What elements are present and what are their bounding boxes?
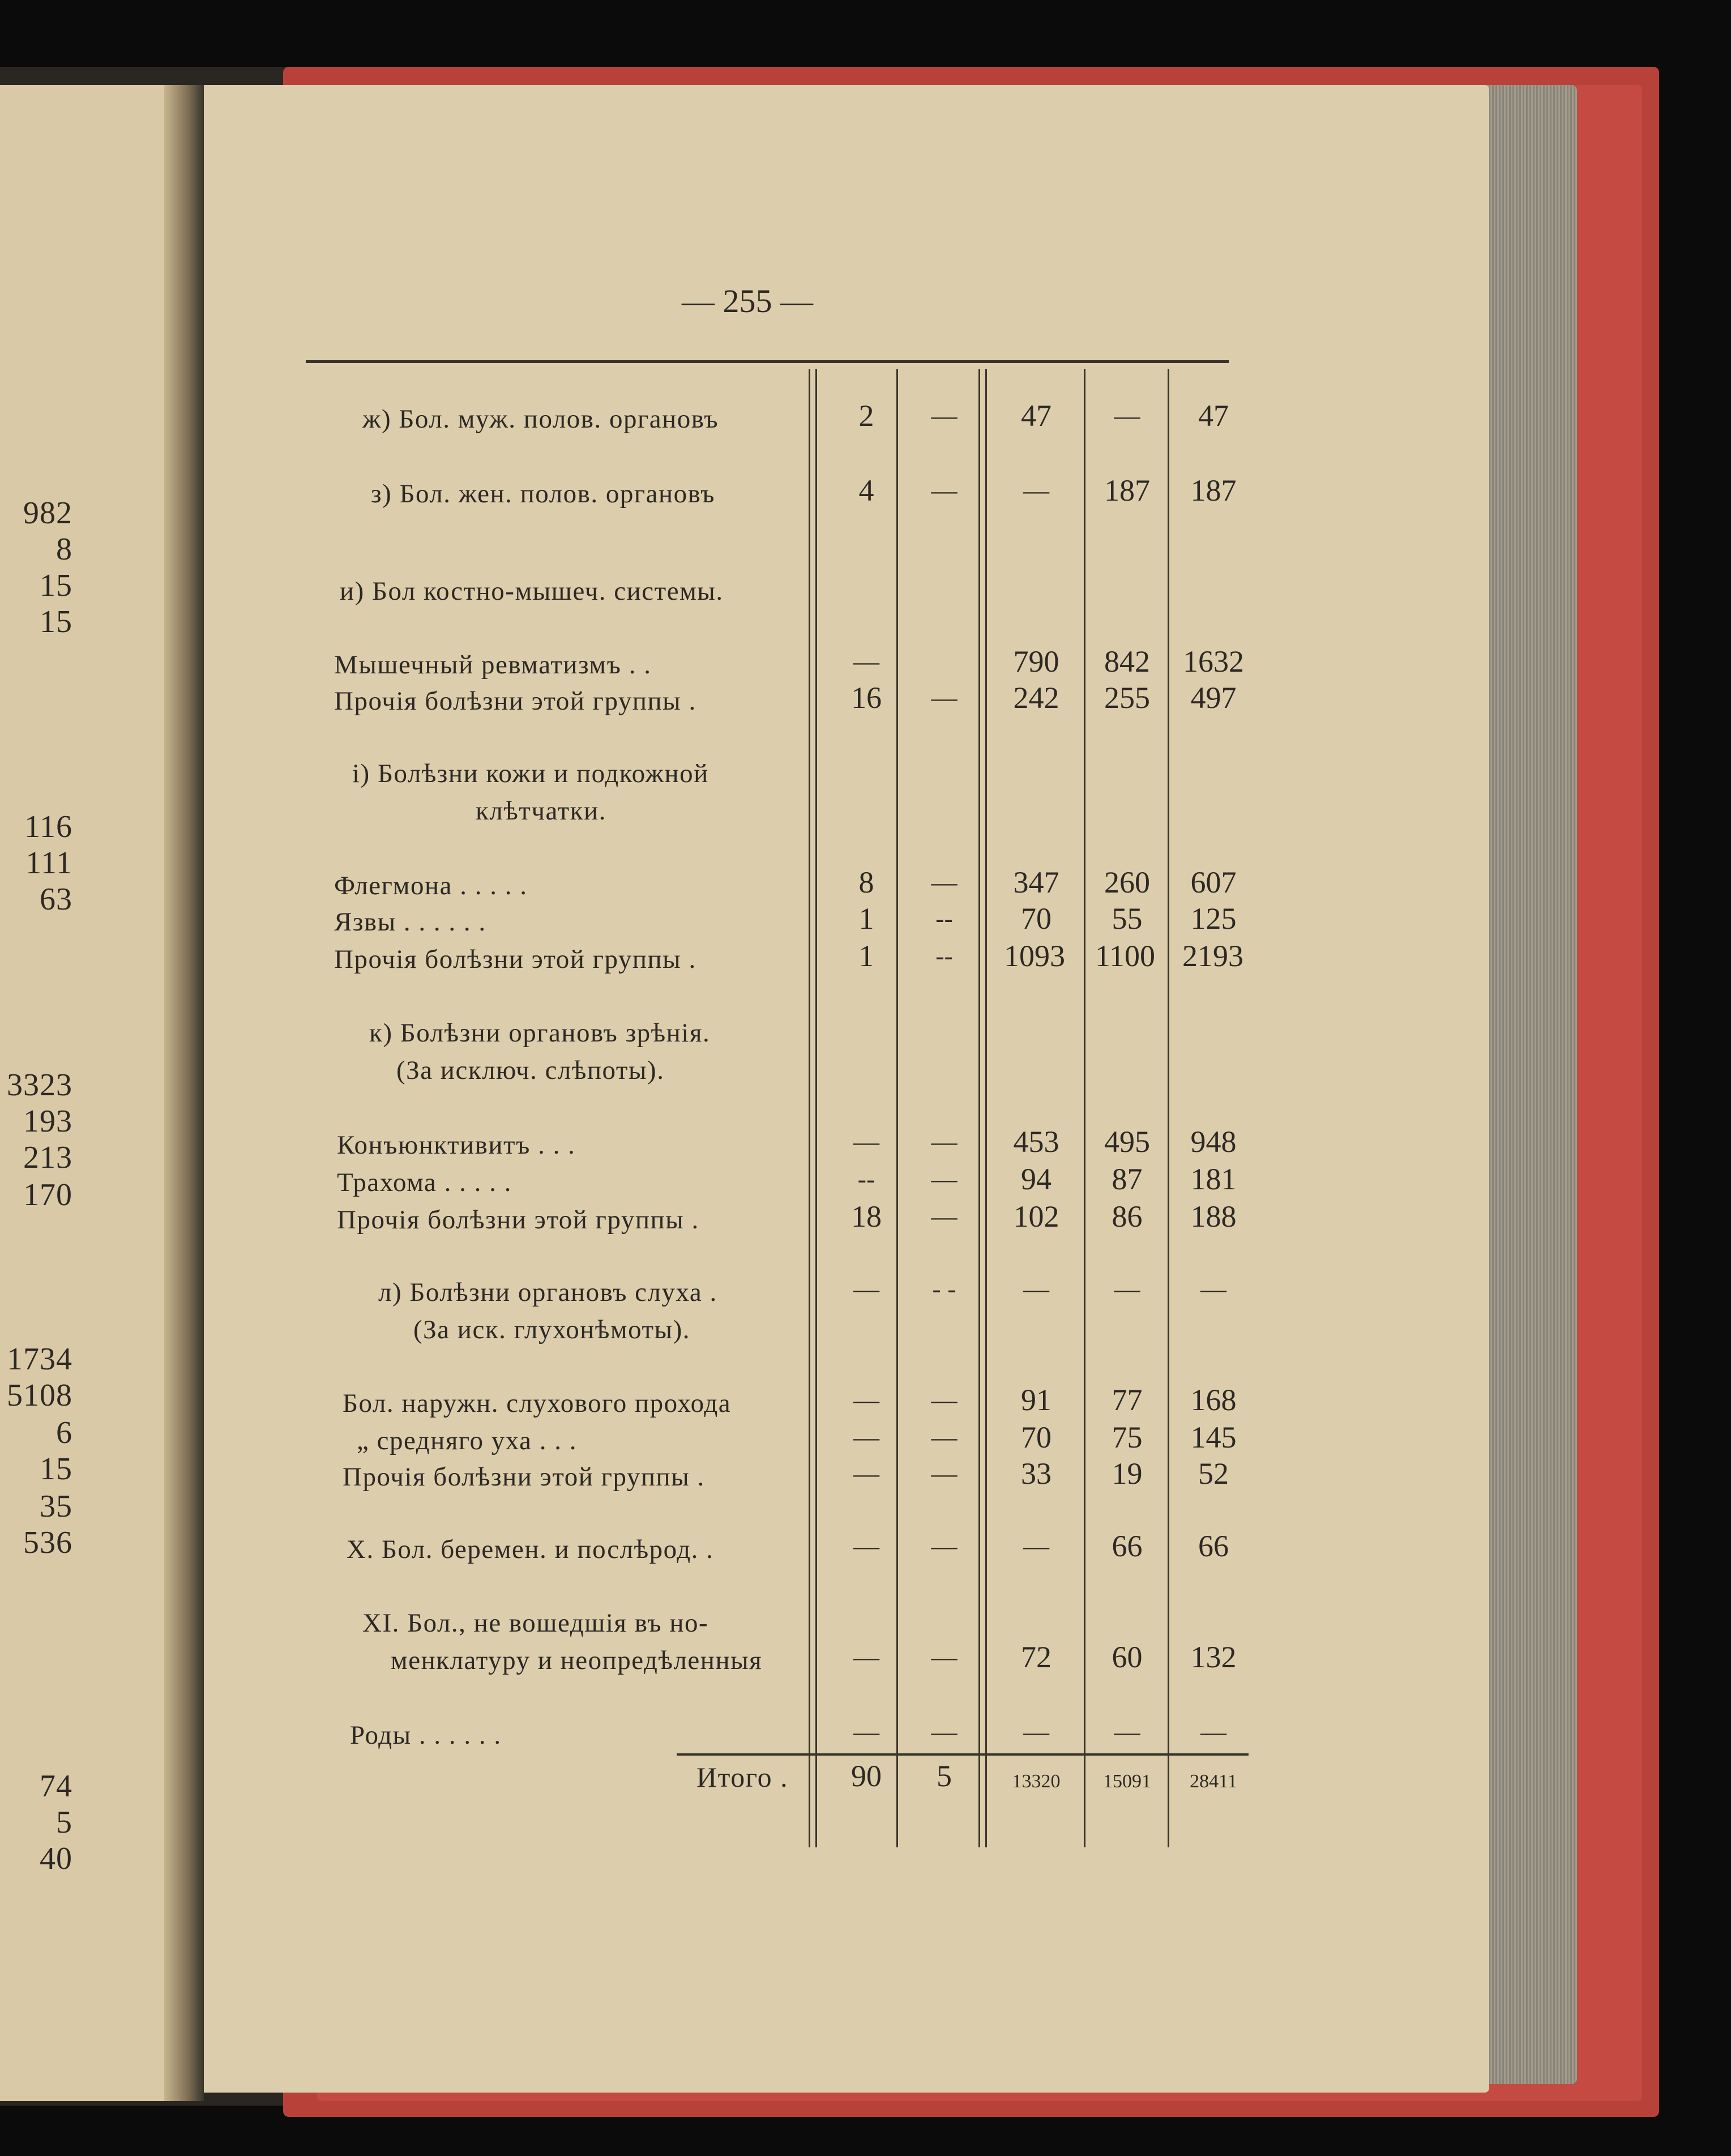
row-value: 145 bbox=[1190, 1420, 1237, 1454]
row-value: — bbox=[931, 401, 958, 430]
row-value: 255 bbox=[1104, 681, 1150, 715]
total-value: 28411 bbox=[1190, 1771, 1237, 1792]
left-page-number: 8 bbox=[56, 532, 72, 567]
row-value: — bbox=[853, 1127, 879, 1156]
row-label: Роды . . . . . . bbox=[350, 1720, 502, 1750]
column-rule bbox=[978, 369, 980, 1847]
row-value: — bbox=[853, 1274, 879, 1303]
row-label: X. Бол. беремен. и послѣрод. . bbox=[347, 1535, 714, 1564]
row-value: 94 bbox=[1021, 1162, 1052, 1196]
row-value: — bbox=[931, 1385, 958, 1414]
left-page-number: 536 bbox=[23, 1525, 72, 1560]
total-value: 5 bbox=[937, 1759, 952, 1793]
column-rule bbox=[896, 369, 898, 1847]
row-value: — bbox=[931, 1423, 958, 1451]
row-value: 453 bbox=[1013, 1125, 1059, 1159]
left-page-number: 111 bbox=[25, 846, 72, 881]
row-value: 86 bbox=[1112, 1199, 1143, 1233]
left-page-number: 6 bbox=[56, 1415, 72, 1450]
left-page-number: 15 bbox=[40, 604, 72, 639]
table-top-rule bbox=[306, 360, 1229, 363]
column-rule bbox=[1084, 369, 1085, 1847]
row-value: 1100 bbox=[1095, 939, 1155, 973]
row-value: -- bbox=[935, 941, 953, 970]
row-value: — bbox=[931, 1717, 958, 1746]
row-label: Трахома . . . . . bbox=[337, 1168, 512, 1197]
row-value: — bbox=[931, 868, 958, 896]
section-heading: клѣтчатки. bbox=[476, 796, 606, 826]
row-value: — bbox=[1114, 1274, 1140, 1303]
row-value: — bbox=[1200, 1717, 1226, 1746]
row-value: 948 bbox=[1190, 1125, 1237, 1159]
row-value: 1 bbox=[858, 902, 874, 936]
row-value: 497 bbox=[1190, 681, 1237, 715]
row-value: — bbox=[853, 1531, 879, 1560]
left-page-number: 35 bbox=[40, 1489, 72, 1524]
left-page-number: 170 bbox=[23, 1177, 72, 1213]
column-rule bbox=[1168, 369, 1169, 1847]
row-value: — bbox=[931, 1531, 958, 1560]
row-label: з) Бол. жен. полов. органовъ bbox=[371, 479, 715, 509]
row-value: 8 bbox=[858, 865, 874, 899]
section-heading: и) Бол костно-мышеч. системы. bbox=[340, 577, 724, 606]
column-rule bbox=[985, 369, 987, 1847]
row-label: Язвы . . . . . . bbox=[334, 907, 486, 937]
row-value: 607 bbox=[1190, 865, 1237, 899]
left-page-number: 63 bbox=[40, 882, 72, 917]
row-value: 47 bbox=[1198, 399, 1229, 433]
row-value: — bbox=[931, 1642, 958, 1671]
row-label: Прочiя болѣзни этой группы . bbox=[334, 686, 696, 716]
row-label: ж) Бол. муж. полов. органовъ bbox=[362, 404, 719, 434]
row-value: 125 bbox=[1190, 902, 1237, 936]
row-value: 347 bbox=[1013, 865, 1059, 899]
page-number: — 255 — bbox=[682, 283, 813, 319]
row-value: 102 bbox=[1013, 1199, 1059, 1233]
left-page-number: 74 bbox=[40, 1769, 72, 1804]
row-label: Прочiя болѣзни этой группы . bbox=[343, 1462, 705, 1492]
total-value: 15091 bbox=[1103, 1771, 1151, 1792]
total-value: 90 bbox=[851, 1759, 882, 1793]
row-value: 1 bbox=[858, 939, 874, 973]
row-value: — bbox=[931, 1164, 958, 1193]
row-value: — bbox=[931, 1202, 958, 1231]
row-value: — bbox=[1023, 476, 1049, 505]
row-value: 168 bbox=[1190, 1383, 1237, 1417]
row-value: 187 bbox=[1190, 473, 1237, 507]
row-value: 66 bbox=[1112, 1529, 1143, 1563]
row-value: 18 bbox=[851, 1199, 882, 1233]
row-value: 1632 bbox=[1183, 644, 1244, 678]
row-value: — bbox=[931, 683, 958, 712]
row-value: - - bbox=[932, 1274, 956, 1303]
row-value: — bbox=[931, 476, 958, 505]
row-value: 77 bbox=[1112, 1383, 1143, 1417]
left-page-number: 1734 bbox=[7, 1342, 72, 1377]
row-value: — bbox=[853, 1385, 879, 1414]
total-rule bbox=[677, 1753, 1249, 1756]
row-value: — bbox=[1023, 1717, 1049, 1746]
row-value: -- bbox=[857, 1164, 875, 1193]
row-value: 16 bbox=[851, 681, 882, 715]
left-page-number: 5108 bbox=[7, 1378, 72, 1413]
row-label: Бол. наружн. слухового прохода bbox=[343, 1389, 732, 1418]
row-value: 47 bbox=[1021, 399, 1052, 433]
row-value: 60 bbox=[1112, 1640, 1143, 1674]
row-label: л) Болѣзни органовъ слуха . bbox=[378, 1278, 717, 1307]
left-page-number: 15 bbox=[40, 568, 72, 603]
row-label: Мышечный ревматизмъ . . bbox=[334, 650, 652, 680]
row-value: 91 bbox=[1021, 1383, 1052, 1417]
left-page-number: 982 bbox=[23, 496, 72, 531]
total-label: Итого . bbox=[696, 1761, 789, 1793]
left-page-number: 193 bbox=[23, 1104, 72, 1139]
row-value: — bbox=[853, 1642, 879, 1671]
row-value: 132 bbox=[1190, 1640, 1237, 1674]
row-label: Прочiя болѣзни этой группы . bbox=[334, 945, 696, 974]
row-label: „ средняго уха . . . bbox=[357, 1426, 577, 1455]
row-value: 842 bbox=[1104, 644, 1150, 678]
row-value: 19 bbox=[1112, 1457, 1143, 1491]
row-value: — bbox=[1200, 1274, 1226, 1303]
left-page-number: 5 bbox=[56, 1805, 72, 1840]
section-heading: (За исключ. слѣпоты). bbox=[396, 1056, 665, 1085]
row-value: — bbox=[853, 647, 879, 676]
row-value: 52 bbox=[1198, 1457, 1229, 1491]
row-value: 55 bbox=[1112, 902, 1143, 936]
left-page bbox=[0, 85, 187, 2101]
row-value: — bbox=[853, 1459, 879, 1488]
row-value: — bbox=[853, 1717, 879, 1746]
row-value: — bbox=[931, 1127, 958, 1156]
left-page-number: 15 bbox=[40, 1451, 72, 1487]
row-value: 75 bbox=[1112, 1420, 1143, 1454]
row-value: 4 bbox=[858, 473, 874, 507]
column-rule bbox=[815, 369, 817, 1847]
row-value: 66 bbox=[1198, 1529, 1229, 1563]
left-page-number: 116 bbox=[24, 809, 72, 844]
left-page-number: 213 bbox=[23, 1140, 72, 1175]
section-heading: (За иск. глухонѣмоты). bbox=[413, 1315, 691, 1344]
row-value: — bbox=[931, 1459, 958, 1488]
column-rule bbox=[809, 369, 810, 1847]
row-value: 242 bbox=[1013, 681, 1059, 715]
row-value: 495 bbox=[1104, 1125, 1150, 1159]
row-label: Флегмона . . . . . bbox=[334, 871, 528, 900]
row-value: — bbox=[1023, 1531, 1049, 1560]
row-value: — bbox=[1114, 1717, 1140, 1746]
book-gutter bbox=[164, 85, 204, 2101]
row-value: 790 bbox=[1013, 644, 1059, 678]
section-heading: i) Болѣзни кожи и подкожной bbox=[352, 759, 709, 788]
total-value: 13320 bbox=[1012, 1771, 1061, 1792]
row-label: Конъюнктивитъ . . . bbox=[337, 1130, 576, 1160]
row-value: 87 bbox=[1112, 1162, 1143, 1196]
row-value: 33 bbox=[1021, 1457, 1052, 1491]
left-page-number: 3323 bbox=[7, 1068, 72, 1103]
row-value: 2193 bbox=[1182, 939, 1243, 973]
row-label: Прочiя болѣзни этой группы . bbox=[337, 1205, 699, 1235]
left-page-number: 40 bbox=[40, 1841, 72, 1876]
row-value: 187 bbox=[1104, 473, 1150, 507]
row-value: — bbox=[853, 1423, 879, 1451]
row-value: 70 bbox=[1021, 902, 1052, 936]
row-value: 70 bbox=[1021, 1420, 1052, 1454]
row-value: -- bbox=[935, 904, 953, 933]
section-heading: к) Болѣзни органовъ зрѣнiя. bbox=[369, 1018, 711, 1048]
row-value: 72 bbox=[1021, 1640, 1052, 1674]
row-value: 181 bbox=[1190, 1162, 1237, 1196]
row-label: XI. Бол., не вошедшiя въ но- bbox=[362, 1608, 709, 1638]
row-label: менклатуру и неопредѣленныя bbox=[391, 1646, 763, 1675]
row-value: 260 bbox=[1104, 865, 1150, 899]
row-value: — bbox=[1114, 401, 1140, 430]
row-value: — bbox=[1023, 1274, 1049, 1303]
row-value: 188 bbox=[1190, 1199, 1237, 1233]
row-value: 1093 bbox=[1004, 939, 1065, 973]
row-value: 2 bbox=[858, 399, 874, 433]
